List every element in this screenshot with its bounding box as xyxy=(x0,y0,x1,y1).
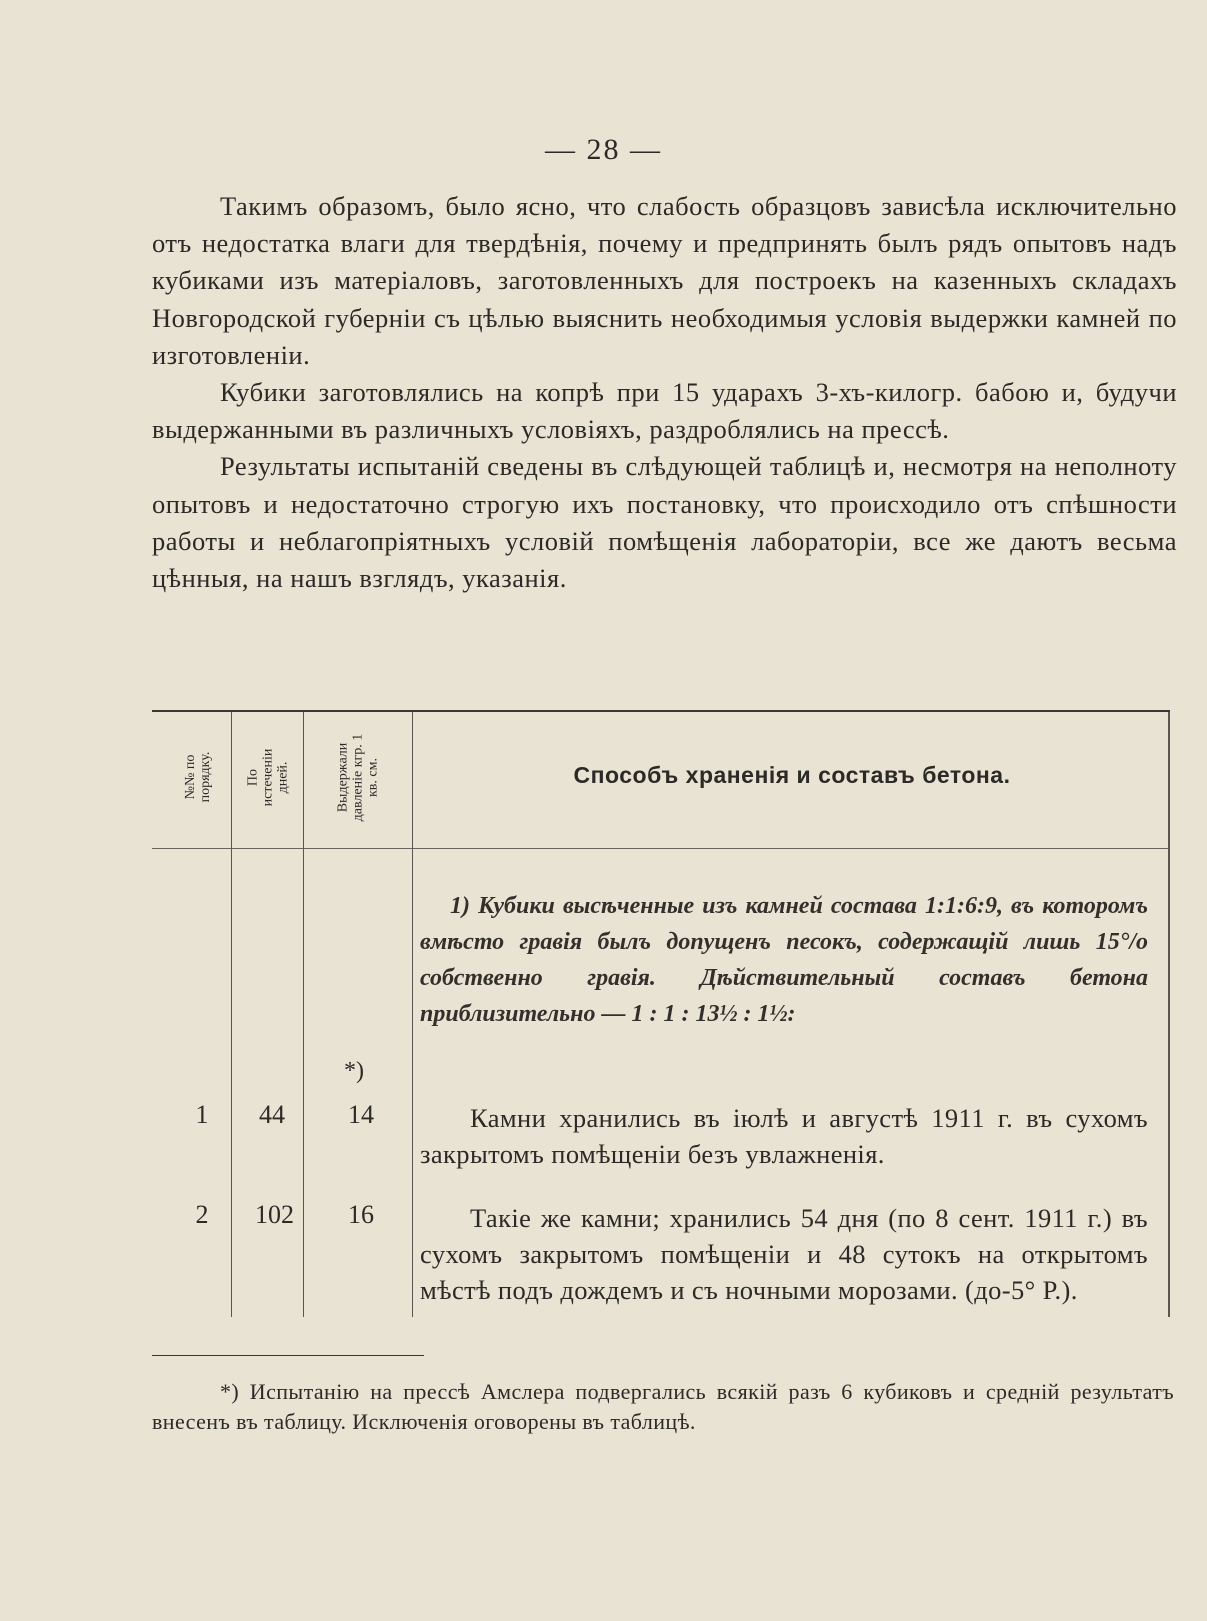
column-divider xyxy=(231,712,232,1317)
footnote-marker: *) xyxy=(344,1058,364,1084)
paragraph: Кубики заготовлялись на копрѣ при 15 ударахъ 3-хъ-килогр. бабою и, будучи выдержанными въ различныхъ условіяхъ, раздроблялись на прессѣ. xyxy=(152,377,1177,445)
paragraph: Результаты испытаній сведены въ слѣдующей таблицѣ и, несмотря на неполноту опытовъ и недостаточно строгую ихъ постановку, что происходило отъ спѣшности работы и неблагопріятныхъ условій помѣщенія лабораторіи, все же даютъ весьма цѣнныя, на нашъ взглядъ, указанія. xyxy=(152,451,1177,594)
paragraph: Такимъ образомъ, было ясно, что слабость образцовъ зависѣла исключительно отъ недостатка влаги для твердѣнія, почему и предпринять былъ рядъ опытовъ надъ кубиками изъ матеріаловъ, заготовленныхъ для построекъ на казенныхъ складахъ Новгородской губерніи съ цѣлью выяснить необходимыя условія выдержки камней по изготовленіи. xyxy=(152,191,1177,370)
row-description: Камни хранились въ іюлѣ и августѣ 1911 г. въ сухомъ закрытомъ помѣщеніи безъ увлажненія. xyxy=(420,1103,1148,1169)
row-description: Такіе же камни; хранились 54 дня (по 8 сент. 1911 г.) въ сухомъ закрытомъ помѣщеніи и 48 сутокъ на открытомъ мѣстѣ подъ дождемъ и съ ночными морозами. (до-5° Р.). xyxy=(420,1203,1148,1305)
header-days: По истеченіи дней. xyxy=(245,748,291,806)
header-method: Способъ храненія и составъ бетона. xyxy=(573,762,1011,788)
row-days: 102 xyxy=(255,1200,294,1229)
header-number: №№ по порядку. xyxy=(183,751,213,803)
group-heading: 1) Кубики высѣченные изъ камней состава 1:1:6:9, въ которомъ вмѣсто гравія былъ допущенъ песокъ, содержащій лишь 15°/о собственно гравія. Дѣйствительный составъ бетона приблизительно — 1 : 1 : 13½ : 1½: xyxy=(420,893,1148,1027)
page-number: — 28 — xyxy=(545,133,662,166)
header-pressure: Выдержали давленіе кгр. 1 кв. см. xyxy=(335,733,381,821)
row-days: 44 xyxy=(259,1100,285,1129)
row-pressure: 16 xyxy=(348,1200,374,1229)
row-pressure: 14 xyxy=(348,1100,374,1129)
body-text xyxy=(152,188,1177,597)
footnote-rule xyxy=(152,1355,424,1356)
row-number: 2 xyxy=(195,1200,209,1229)
row-number: 1 xyxy=(195,1100,209,1129)
table-header-rule xyxy=(152,848,1170,849)
column-divider xyxy=(303,712,304,1317)
table-right-border xyxy=(1168,712,1170,1317)
footnote: *) Испытанію на прессѣ Амслера подвергались всякій разъ 6 кубиковъ и средній результатъ внесенъ въ таблицу. Исключенія оговорены въ таблицѣ. xyxy=(152,1379,1174,1434)
table-top-rule xyxy=(152,710,1170,712)
column-divider xyxy=(412,712,413,1317)
